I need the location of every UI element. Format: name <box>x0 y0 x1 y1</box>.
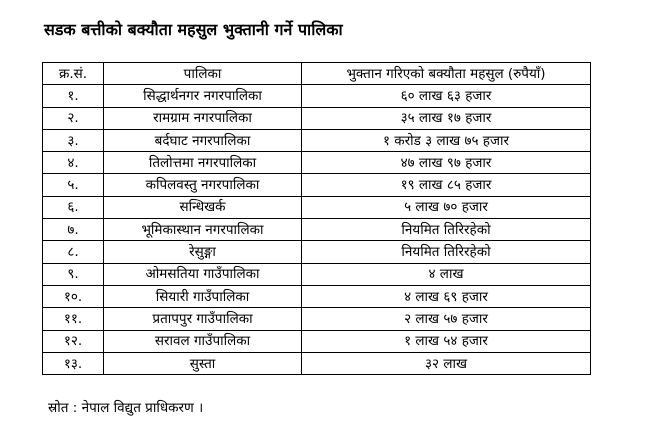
cell-paid-amount: ३५ लाख १७ हजार <box>302 107 591 129</box>
cell-municipality: सन्धिखर्क <box>104 196 302 218</box>
cell-municipality: बर्दघाट नगरपालिका <box>104 129 302 151</box>
table-row <box>43 308 591 330</box>
table-row <box>43 219 591 241</box>
table-body <box>43 85 591 375</box>
cell-serial-number: १०. <box>43 285 104 307</box>
cell-paid-amount: नियमित तिरिरहेको <box>302 241 591 263</box>
table-row <box>43 330 591 352</box>
cell-municipality: सुस्ता <box>104 352 302 374</box>
cell-paid-amount: १ करोड ३ लाख ७५ हजार <box>302 129 591 151</box>
table-row <box>43 196 591 218</box>
table-row <box>43 263 591 285</box>
cell-paid-amount: ४ लाख <box>302 263 591 285</box>
cell-paid-amount: १९ लाख ८५ हजार <box>302 174 591 196</box>
cell-municipality: सिद्धार्थनगर नगरपालिका <box>104 85 302 107</box>
table-row <box>43 285 591 307</box>
header-serial-number: क्र.सं. <box>43 63 104 85</box>
cell-serial-number: १३. <box>43 352 104 374</box>
table-row <box>43 352 591 374</box>
cell-paid-amount: ५ लाख ७० हजार <box>302 196 591 218</box>
cell-municipality: तिलोत्तमा नगरपालिका <box>104 152 302 174</box>
cell-serial-number: ११. <box>43 308 104 330</box>
cell-municipality: रामग्राम नगरपालिका <box>104 107 302 129</box>
cell-serial-number: ७. <box>43 219 104 241</box>
cell-municipality: ओमसतिया गाउँपालिका <box>104 263 302 285</box>
cell-paid-amount: १ लाख ५४ हजार <box>302 330 591 352</box>
cell-serial-number: १२. <box>43 330 104 352</box>
cell-paid-amount: ३२ लाख <box>302 352 591 374</box>
cell-municipality: प्रतापपुर गाउँपालिका <box>104 308 302 330</box>
payments-table <box>42 62 591 375</box>
table-row <box>43 129 591 151</box>
page-title: सडक बत्तीको बक्यौता महसुल भुक्तानी गर्ने पालिका <box>44 20 343 39</box>
cell-serial-number: ८. <box>43 241 104 263</box>
cell-serial-number: ३. <box>43 129 104 151</box>
cell-paid-amount: २ लाख ५७ हजार <box>302 308 591 330</box>
table-row <box>43 85 591 107</box>
table-row <box>43 107 591 129</box>
cell-serial-number: ६. <box>43 196 104 218</box>
cell-paid-amount: नियमित तिरिरहेको <box>302 219 591 241</box>
table-header-row <box>43 63 591 85</box>
cell-serial-number: ९. <box>43 263 104 285</box>
header-paid-amount: भुक्तान गरिएको बक्यौता महसुल (रुपैयाँ) <box>302 63 591 85</box>
cell-paid-amount: ४ लाख ६९ हजार <box>302 285 591 307</box>
cell-serial-number: ४. <box>43 152 104 174</box>
table-row <box>43 174 591 196</box>
table-row <box>43 241 591 263</box>
cell-municipality: सियारी गाउँपालिका <box>104 285 302 307</box>
cell-serial-number: २. <box>43 107 104 129</box>
cell-municipality: रेसुङ्गा <box>104 241 302 263</box>
table-row <box>43 152 591 174</box>
cell-serial-number: १. <box>43 85 104 107</box>
cell-municipality: सरावल गाउँपालिका <box>104 330 302 352</box>
source-note: स्रोत : नेपाल विद्युत प्राधिकरण । <box>48 400 204 416</box>
header-municipality: पालिका <box>104 63 302 85</box>
cell-municipality: कपिलवस्तु नगरपालिका <box>104 174 302 196</box>
cell-serial-number: ५. <box>43 174 104 196</box>
cell-paid-amount: ४७ लाख ९७ हजार <box>302 152 591 174</box>
cell-paid-amount: ६० लाख ६३ हजार <box>302 85 591 107</box>
cell-municipality: भूमिकास्थान नगरपालिका <box>104 219 302 241</box>
